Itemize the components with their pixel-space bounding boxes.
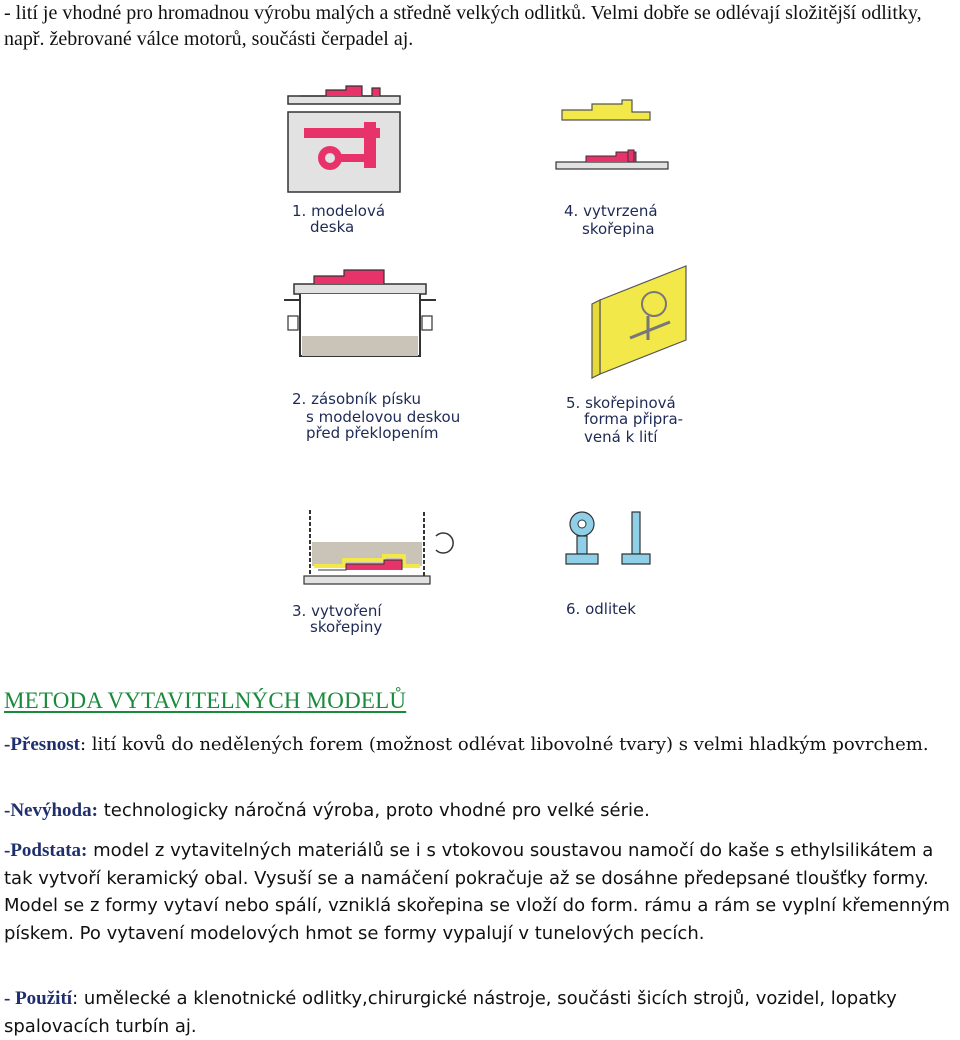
- label-nevyhoda: -Nevýhoda:: [4, 800, 98, 821]
- label-pouziti: - Použití: [4, 988, 73, 1009]
- svg-text:3. vytvoření: 3. vytvoření: [292, 602, 382, 620]
- svg-text:s modelovou deskou: s modelovou deskou: [306, 408, 461, 426]
- svg-text:deska: deska: [310, 218, 355, 236]
- text-podstata: model z vytavitelných materiálů se i s vtokovou soustavou namočí do kaše s ethylsilikátem a tak vytvoří keramický obal. Vysuší se a namáčení pokračuje až se dosáhne předepsané tloušťky formy. Model se z formy vytaví nebo spálí, vzniklá skořepina se vloží do form. rámu a rám se vyplní křemenným pískem. Po vytavení modelových hmot se formy vypalují v tunelových pecích.: [4, 840, 950, 944]
- step1-model-plate-illustration: [288, 86, 400, 192]
- step4-caption: [564, 202, 658, 238]
- svg-text:4. vytvrzená: 4. vytvrzená: [564, 202, 658, 220]
- text-nevyhoda: technologicky náročná výroba, proto vhodné pro velké série.: [103, 800, 650, 821]
- svg-text:skořepina: skořepina: [582, 220, 655, 238]
- section-title: METODA VYTAVITELNÝCH MODELŮ: [4, 688, 407, 713]
- text-pouziti: umělecké a klenotnické odlitky,chirurgické nástroje, součásti šicích strojů, vozidel, lopatky spalovacích turbín aj.: [4, 988, 897, 1037]
- svg-text:5. skořepinová: 5. skořepinová: [566, 394, 676, 412]
- paragraph-pouziti: - Použití: umělecké a klenotnické odlitky,chirurgické nástroje, součásti šicích strojů, vozidel, lopatky spalovacích turbín aj.: [4, 988, 897, 1037]
- svg-text:forma připra-: forma připra-: [584, 410, 684, 428]
- paragraph-podstata: [4, 837, 950, 947]
- step3-caption: [292, 602, 382, 636]
- label-presnost: -Přesnost: [4, 734, 80, 755]
- svg-text:2. zásobník písku: 2. zásobník písku: [292, 390, 422, 408]
- step5-caption: [566, 394, 683, 446]
- step6-casting-illustration: [566, 512, 650, 564]
- intro-paragraph: - lití je vhodné pro hromadnou výrobu malých a středně velkých odlitků. Velmi dobře se odlévají složitější odlitky, např. žebrované válce motorů, součásti čerpadel aj.: [4, 2, 922, 50]
- svg-text:vená k lití: vená k lití: [584, 428, 658, 446]
- paragraph-presnost: -Přesnost: lití kovů do nedělených forem (možnost odlévat libovolné tvary) s velmi hladkým povrchem.: [4, 734, 929, 755]
- step6-caption: [566, 600, 636, 618]
- svg-text:6. odlitek: 6. odlitek: [566, 600, 636, 618]
- step3-shell-creation-illustration: [304, 510, 453, 584]
- shell-molding-diagram: [270, 70, 730, 650]
- step2-sand-container-illustration: [284, 270, 436, 356]
- step5-shell-mold-illustration: [592, 266, 686, 378]
- svg-text:skořepiny: skořepiny: [310, 618, 383, 636]
- step1-caption: [292, 202, 385, 236]
- svg-text:1. modelová: 1. modelová: [292, 202, 386, 220]
- step2-caption: [292, 390, 460, 442]
- paragraph-nevyhoda: [4, 797, 950, 825]
- text-presnost: lití kovů do nedělených forem (možnost odlévat libovolné tvary) s velmi hladkým povrchem.: [91, 734, 929, 755]
- step4-cured-shell-illustration: [556, 100, 668, 169]
- svg-text:před překlopením: před překlopením: [306, 424, 439, 442]
- label-podstata: -Podstata:: [4, 840, 88, 861]
